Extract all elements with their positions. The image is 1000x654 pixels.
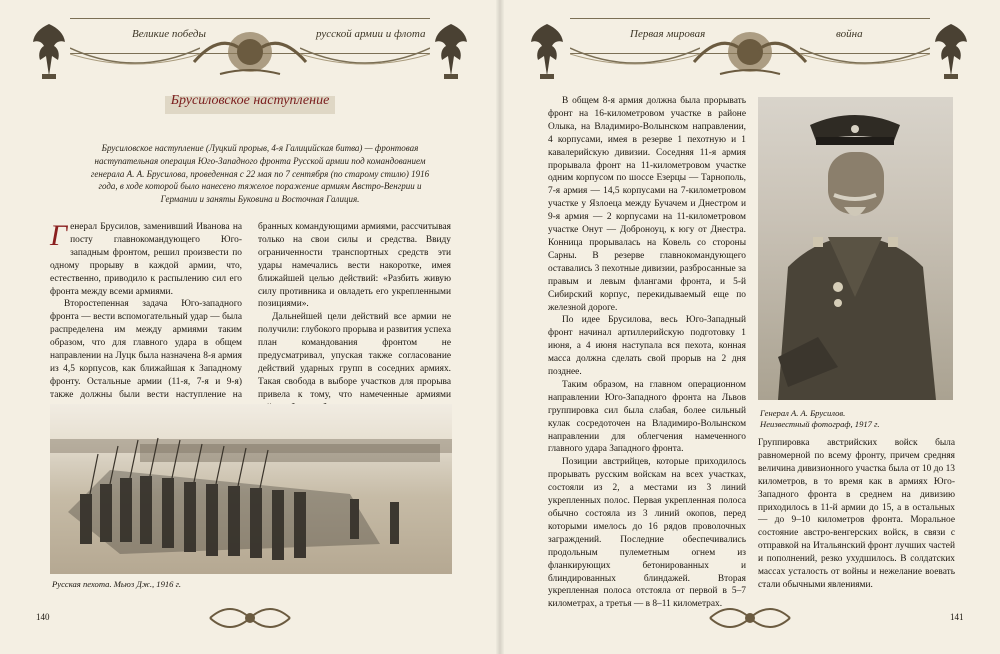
paragraph: бранных командующими армиями, рассчитывая только на свои силы и средства. Ввиду ограниченности транспортных средств эти удары намечались вести накоротке, имея ближайшей целью действий: «Разбить живую силу противника и овладеть его укрепленными позициями». xyxy=(258,222,451,310)
right-column-2 xyxy=(758,437,955,592)
eagle-emblem-icon xyxy=(432,20,470,80)
page-number: 140 xyxy=(36,612,50,622)
page-number: 141 xyxy=(950,612,964,622)
paragraph: Второстепенная задача Юго-западного фронта — вести вспомогательный удар — была распределена им между армиями таким образом, что для главного удара в общем направлении на Луцк была назначена 8-я армия из 4,5 корпусов, как ближайшая к Западному фронту. Остальные армии (11-я, 7-я и 9-я) также должны были вести наступление на xyxy=(50,299,242,400)
paragraph: Позиции австрийцев, которые приходилось прорывать русским войскам на всех участках, состояли из 2, а местами из 3 линий укрепленных полос. Первая укрепленная полоса обычно состояла из 3 линий окопов, перед которыми имелось до 16 рядов проволочных заграждений. Последние обеспечивались продольным пулеметным огнем из фланкирующих бетонированных и блиндированных блиндажей. Вторая укрепленная полоса отстояла от первой в 5–7 километрах, а третья — в 8–11 километрах. xyxy=(548,457,746,610)
left-column-1 xyxy=(50,221,242,415)
eagle-emblem-icon xyxy=(30,20,68,80)
left-column-2 xyxy=(258,221,451,415)
laurel-ornament-icon xyxy=(690,22,810,80)
paragraph: В общем 8-я армия должна была прорывать фронт на 16-километровом участке в районе Олыка, на Владимиро-Волынском направлении, 4 корпусами, имея в резерве 1 пехотную и 1 кавалерийскую дивизии. Соседняя 11-я армия прорывала фронт на 11-километровом участке одним корпусом по шоссе Езерцы — Тарнополь, 7-я армия — 14,5 корпусами на 7-километровом участке у Язлоеца между Бучачем и Днестром и 9-я армия — 2 корпусами на 11-километровом участке Онут — Доброноуц, к югу от Днестра. Конница прорывалась на Ковель со стороны Сарны. В резерве главнокомандующего оставались 3 пехотные дивизии, разбросанные за правым и левым флангами фронта, и 5-й Сибирский корпус, перекидываемый еще по железной дороге. xyxy=(548,96,746,313)
paragraph: Группировка австрийских войск была равномерной по всему фронту, причем средняя величина дивизионного участка была от 10 до 13 километров, в то время как в армиях Юго-Западного фронта в среднем на дивизию приходилось в 11-й армии до 15, а в остальных — до 9–10 километров фронта. Моральное состояние австро-венгерских войск, в связи с отправкой на Итальянский фронт лучших частей и пополнений, резко ухудшилось. В солдатских массах усталость от войны и нежелание воевать стали обычными явлениями. xyxy=(758,438,955,590)
eagle-emblem-icon xyxy=(528,20,566,80)
marching-soldiers-image xyxy=(50,404,452,574)
paragraph: Таким образом, на главном операционном направлении Юго-Западного фронта на Львов группировка сил была слабая, более сильный кулак сосредоточен на Владимиро-Волынском направлении для облегчения намеченного главного удара Западного фронта. xyxy=(548,379,746,455)
bottom-ornament-icon xyxy=(700,598,800,638)
brusilov-portrait-photo xyxy=(758,97,953,400)
laurel-ornament-icon xyxy=(190,22,310,80)
right-page xyxy=(500,0,1000,654)
drape-ornament-icon xyxy=(70,44,200,74)
right-column-1 xyxy=(548,95,746,611)
eagle-emblem-icon xyxy=(932,20,970,80)
drape-ornament-icon xyxy=(800,44,930,74)
book-gutter xyxy=(496,0,504,654)
chapter-title: Брусиловское наступление xyxy=(170,93,330,108)
paragraph: Генерал Брусилов, заменивший Иванова на посту главнокомандующего Юго-западным фронтом, решил произвести по одному прорыву в каждой армии, что, естественно, приводило к распылению сил его фронта между всеми армиями. xyxy=(50,219,242,297)
chapter-title-box xyxy=(165,87,335,115)
general-portrait-image xyxy=(758,97,953,400)
bottom-ornament-icon xyxy=(200,598,300,638)
running-header-right: русской армии и флота xyxy=(316,28,426,40)
paragraph: По идее Брусилова, весь Юго-Западный фронт начинал артиллерийскую подготовку 1 июня, а 4 июня наступала вся пехота, конная масса должна сделать свой прорыв на 2 дня позднее. xyxy=(548,315,746,378)
running-header-left: Первая мировая xyxy=(630,28,706,40)
running-header-right: война xyxy=(836,28,863,40)
photo-caption: Генерал А. А. Брусилов. Неизвестный фотограф, 1917 г. xyxy=(760,408,880,429)
photo-caption: Русская пехота. Мьюз Дж., 1916 г. xyxy=(52,579,181,589)
paragraph: Дальнейшей цели действий все армии не получили: глубокого прорыва и развития успеха план командования фронтом не предусматривал, упуская также согласование действий ударных групп в соседних армиях. Такая свобода в выборе участков для прорыва привела к тому, что намеченные армиями xyxy=(258,312,451,400)
drape-ornament-icon xyxy=(300,44,430,74)
infantry-photo xyxy=(50,404,452,574)
drop-cap: Г xyxy=(50,219,68,252)
intro-paragraph: Брусиловское наступление (Луцкий прорыв, 4-я Галицийская битва) — фронтовая наступательная операция Юго-Западного фронта Русской армии под командованием генерала А. А. Брусилова, проведенная с 22 мая по 7 сентября (по старому стилю) 1916 года, в ходе которой было нанесено тяжелое поражение армиям Австро-Венгрии и Германии и заняты Буковина и Восточная Галиция. xyxy=(90,143,430,205)
running-header-left: Великие победы xyxy=(132,28,206,40)
drape-ornament-icon xyxy=(570,44,700,74)
